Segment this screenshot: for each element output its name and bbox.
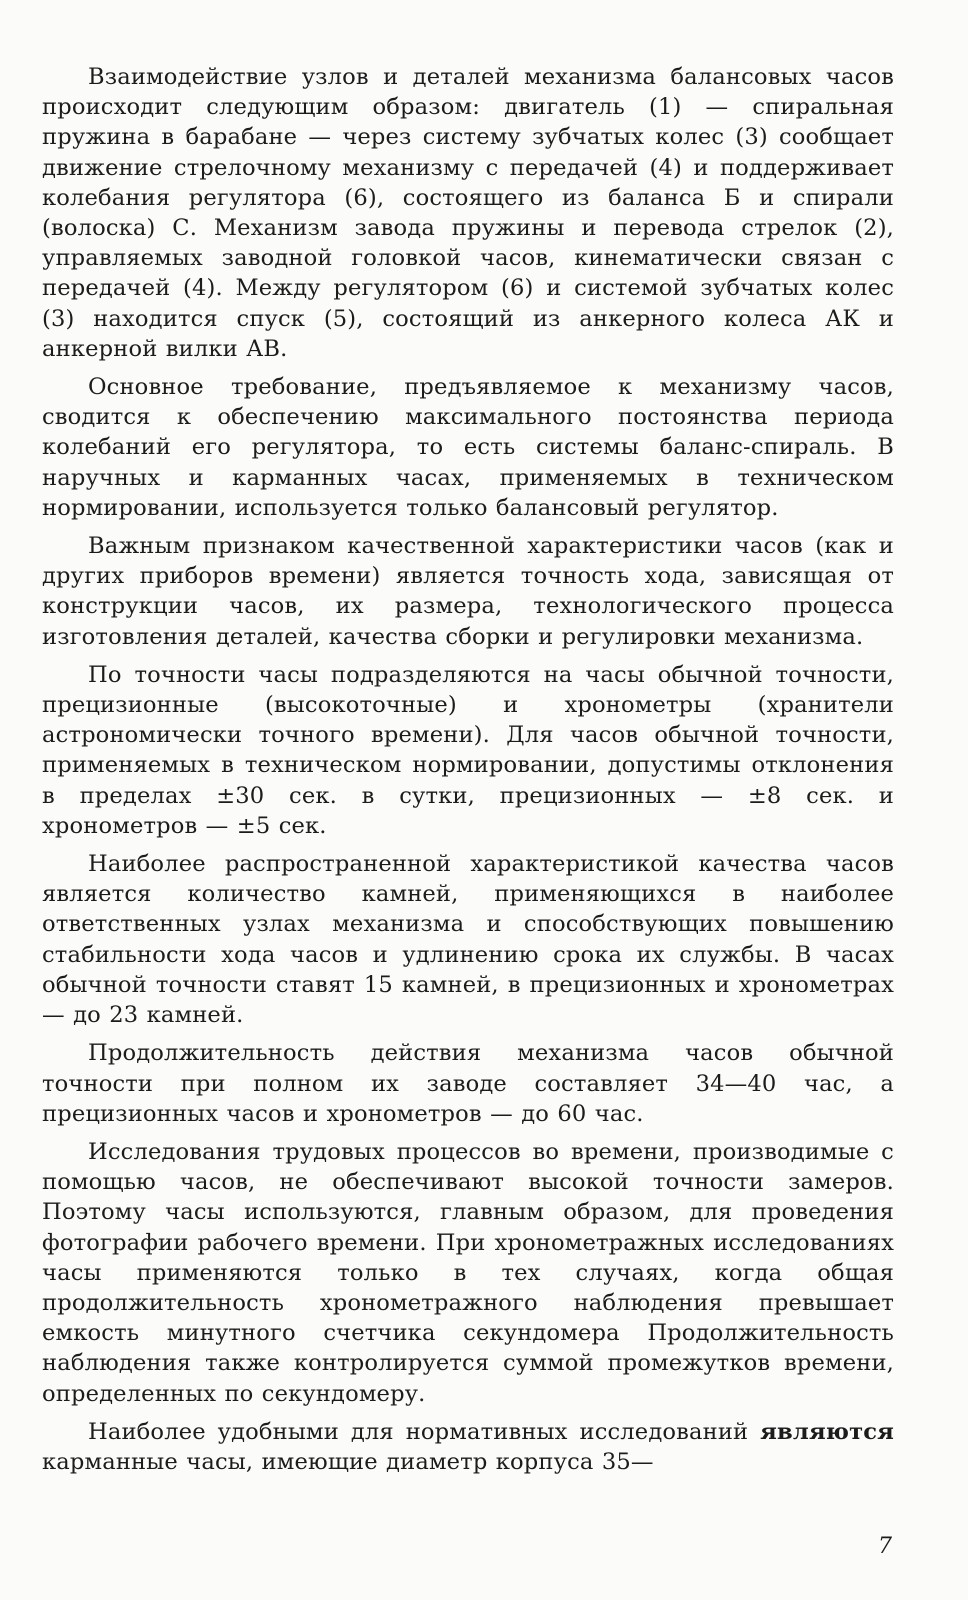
paragraph-accuracy-classes: По точности часы подразделяются на часы обычной точности, прецизионные (высокоточные) и хронометры (хранители астрономически точного времени). Для часов обычной точности, применяемых в техническом нормировании, допустимы отклонения в пределах ±30 сек. в сутки, прецизионных — ±8 сек. и хронометров — ±5 сек.	[42, 661, 894, 839]
paragraph-jewels: Наиболее распространенной характеристикой качества часов является количество камней, применяющихся в наиболее ответственных узлах механизма и способствующих повышению стабильности хода часов и удлинению срока их службы. В часах обычной точности ставят 15 камней, в прецизионных и хронометрах — до 23 камней.	[42, 851, 894, 1029]
pocket-watches-bold: являются	[760, 1418, 894, 1445]
paragraph-pocket-watches	[42, 1417, 894, 1477]
paragraph-running-time: Продолжительность действия механизма часов обычной точности при полном их заводе составляет 34—40 час, а прецизионных часов и хронометров — до 60 час.	[42, 1040, 894, 1127]
pocket-watches-rest: карманные часы, имеющие диаметр корпуса 35—	[42, 1448, 654, 1475]
paragraph-mechanism-interaction: Взаимодействие узлов и деталей механизма балансовых часов происходит следующим образом: двигатель (1) — спиральная пружина в барабане — через систему зубчатых колес (3) сообщает движение стрелочному механизму с передачей (4) и поддерживает колебания регулятора (6), состоящего из баланса Б и спирали (волоска) С. Механизм завода пружины и перевода стрелок (2), управляемых заводной головкой часов, кинематически связан с передачей (4). Между регулятором (6) и системой зубчатых колес (3) находится спуск (5), состоящий из анкерного колеса АК и анкерной вилки АВ.	[42, 64, 894, 362]
page-number: 7	[878, 1534, 892, 1559]
page-text-block	[42, 62, 894, 1477]
paragraph-research-usage: Исследования трудовых процессов во времени, производимые с помощью часов, не обеспечивают высокой точности замеров. Поэтому часы используются, главным образом, для проведения фотографии рабочего времени. При хронометражных исследованиях часы применяются только в тех случаях, когда общая продолжительность хронометражного наблюдения превышает емкость минутного счетчика секундомера Продолжительность наблюдения также контролируется суммой промежутков времени, определенных по секундомеру.	[42, 1138, 894, 1407]
paragraph-main-requirement: Основное требование, предъявляемое к механизму часов, сводится к обеспечению максимального постоянства периода колебаний его регулятора, то есть системы баланс-спираль. В наручных и карманных часах, применяемых в техническом нормировании, используется только балансовый регулятор.	[42, 374, 894, 521]
pocket-watches-lead: Наиболее удобными для нормативных исследований	[88, 1418, 749, 1445]
paragraph-accuracy-sign: Важным признаком качественной характеристики часов (как и других приборов времени) является точность хода, зависящая от конструкции часов, их размера, технологического процесса изготовления деталей, качества сборки и регулировки механизма.	[42, 533, 894, 650]
